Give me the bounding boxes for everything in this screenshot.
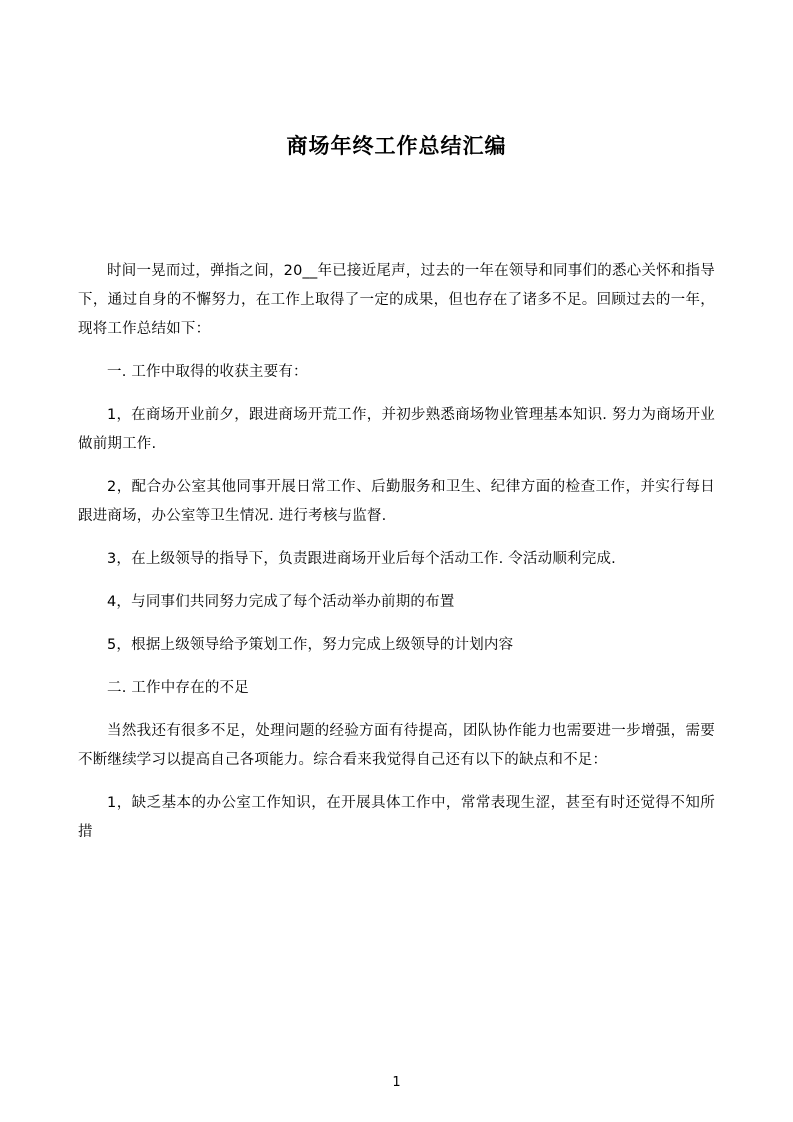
page-number: 1 [392,1075,401,1090]
paragraph-item-5: 5，根据上级领导给予策划工作，努力完成上级领导的计划内容 [107,637,514,654]
paragraph-item-3: 3，在上级领导的指导下，负责跟进商场开业后每个活动工作. 令活动顺利完成. [107,551,616,568]
page-title: 商场年终工作总结汇编 [286,134,507,158]
document-body [0,257,793,847]
paragraph-2: 当然我还有很多不足，处理问题的经验方面有待提高，团队协作能力也需要进一步增强，需要不断继续学习以提高自己各项能力。综合看来我觉得自己还有以下的缺点和不足： [78,723,715,769]
paragraph-1: 时间一晃而过，弹指之间，20__年已接近尾声，过去的一年在领导和同事们的悉心关怀和指导下，通过自身的不懈努力，在工作上取得了一定的成果，但也存在了诸多不足。回顾过去的一年，现将工作总结如下： [78,263,715,338]
section-heading-2: 二. 工作中存在的不足 [107,680,249,697]
paragraph-item-1: 1，在商场开业前夕，跟进商场开荒工作，并初步熟悉商场物业管理基本知识. 努力为商场开业做前期工作. [78,407,715,453]
paragraph-item-2: 2，配合办公室其他同事开展日常工作、后勤服务和卫生、纪律方面的检查工作，并实行每日跟进商场，办公室等卫生情况. 进行考核与监督. [78,479,715,525]
section-heading-1: 一. 工作中取得的收获主要有： [107,364,308,381]
paragraph-item-4: 4，与同事们共同努力完成了每个活动举办前期的布置 [107,594,455,611]
paragraph-item-6: 1，缺乏基本的办公室工作知识，在开展具体工作中，常常表现生涩，甚至有时还觉得不知所措 [78,795,715,841]
